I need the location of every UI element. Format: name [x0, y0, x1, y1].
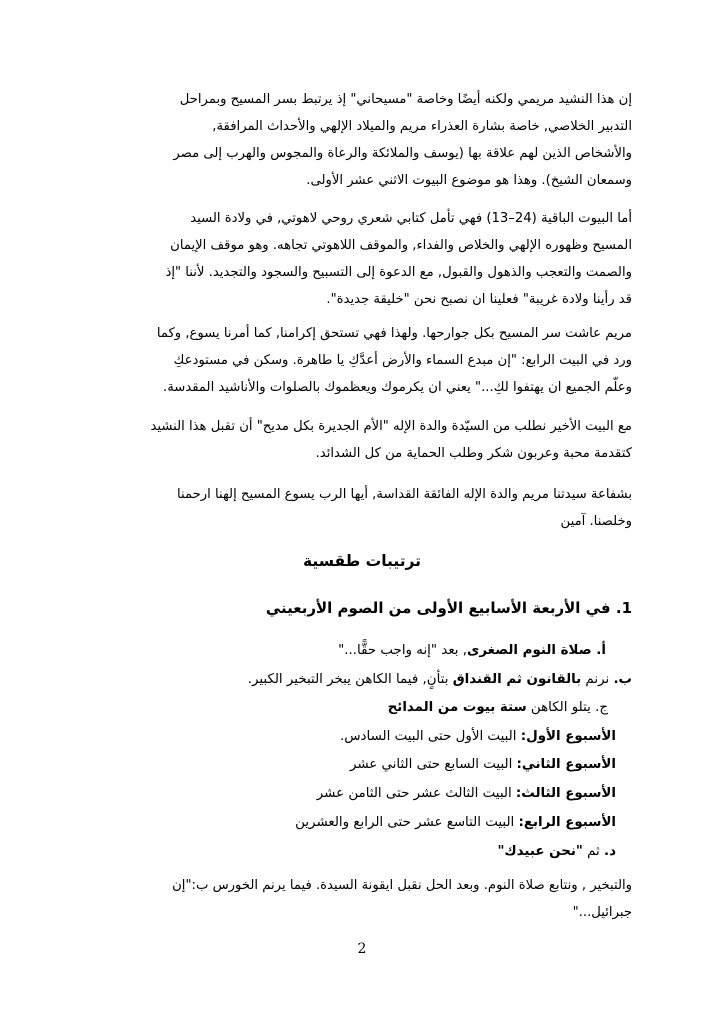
section-1-title: 1. في الأربعة الأسابيع الأولى من الصوم الأربعيني	[265, 599, 632, 617]
week-2-row	[350, 757, 616, 772]
paragraph-line: قد رأينا ولادة غريبة" فعلينا ان نصبح نحن "خليقة جديدة".	[326, 292, 632, 307]
paragraph-line: كتقدمة محبة وعربون شكر وطلب الحماية من كل الشدائد.	[315, 446, 632, 461]
item-b-marker: ب.	[613, 672, 632, 687]
item-b-bold: بالقانون ثم القنداق	[452, 672, 582, 687]
paragraph-line: التدبير الخلاصي, خاصة بشارة العذراء مريم والميلاد الإلهي والأحداث المرافقة,	[212, 119, 632, 134]
week-3-row	[317, 786, 616, 801]
paragraph-line: والصمت والتعجب والذهول والقبول, مع الدعوة إلى التسبيح والسجود والتجديد. لأننا "إذ	[165, 265, 632, 280]
paragraph-2	[92, 205, 632, 313]
item-d	[497, 844, 616, 859]
paragraph-line: وسمعان الشيخ). وهذا هو موضوع البيوت الاثني عشر الأولى.	[306, 173, 632, 188]
week-label: الأسبوع الرابع:	[518, 815, 616, 830]
item-b-text-2: بتأنٍ, فيما الكاهن يبخر التبخير الكبير.	[247, 672, 453, 687]
week-label: الأسبوع الأول:	[520, 729, 616, 744]
paragraph-1	[92, 86, 632, 194]
paragraph-line: مع البيت الأخير نطلب من السيّدة والدة الإله "الأم الجديرة بكل مديح" أن تقبل هذا النشيد	[150, 419, 632, 434]
item-b-text-1: نرنم	[581, 672, 614, 687]
item-a	[338, 643, 606, 658]
paragraph-4	[92, 413, 632, 467]
item-b	[248, 672, 632, 687]
item-a-label: أ. صلاة النوم الصغرى	[467, 643, 606, 658]
paragraph-line: والتبخير , ونتابع صلاة النوم. وبعد الحل نقبل ايقونة السيدة. فيما يرنم الخورس ب:"إن	[172, 878, 632, 893]
section-heading: ترتيبات طقسية	[303, 552, 421, 570]
page-number: 2	[357, 941, 367, 957]
week-1-row	[340, 729, 616, 744]
week-text: البيت التاسع عشر حتى الرابع والعشرين	[295, 815, 519, 830]
paragraph-5	[92, 481, 632, 535]
closing-paragraph	[92, 872, 632, 926]
week-text: البيت الثالث عشر حتى الثامن عشر	[316, 786, 516, 801]
week-text: البيت السابع حتى الثاني عشر	[349, 757, 517, 772]
item-c	[388, 700, 608, 715]
paragraph-line: أما البيوت الباقية (24–13) فهي تأمل كتابي شعري روحي لاهوتي, في ولادة السيد	[190, 211, 632, 226]
paragraph-line: وخلصنا. آمين	[560, 514, 632, 529]
item-c-bold: ستة بيوت من المدائح	[387, 700, 527, 715]
item-a-text: , بعد "إنه واجب حقًّا..."	[338, 643, 468, 658]
item-d-text: ثم	[582, 844, 605, 859]
paragraph-line: بشفاعة سيدتنا مريم والدة الإله الفائقة القداسة, أيها الرب يسوع المسيح إلهنا ارحمنا	[176, 487, 632, 502]
paragraph-line: إن هذا النشيد مريمي ولكنه أيضًا وخاصة "مسيحاني" إذ يرتبط بسر المسيح وبمراحل	[179, 92, 632, 107]
week-label: الأسبوع الثاني:	[516, 757, 616, 772]
paragraph-line: والأشخاص الذين لهم علاقة بها (يوسف والملائكة والرعاة والمجوس والهرب إلى مصر	[173, 146, 632, 161]
item-d-bold: "نحن عبيدك"	[497, 844, 583, 859]
week-label: الأسبوع الثالث:	[515, 786, 616, 801]
paragraph-3	[92, 320, 632, 401]
paragraph-line: ورد في البيت الرابع: "إن مبدع السماء والأرض أعدَّكِ يا طاهرة. وسكن في مستودعكِ	[173, 353, 632, 368]
item-d-marker: د.	[604, 844, 616, 859]
paragraph-line: جبرائيل..."	[572, 905, 632, 920]
item-c-text: ج. يتلو الكاهن	[526, 700, 608, 715]
week-text: البيت الأول حتى البيت السادس.	[339, 729, 521, 744]
paragraph-line: وعلّم الجميع ان يهتفوا لكِ..." يعني ان يكرموك ويعظموك بالصلوات والأناشيد المقدسة.	[163, 380, 632, 395]
paragraph-line: مريم عاشت سر المسيح بكل جوارحها. ولهذا فهي تستحق إكرامنا, كما أمرنا يسوع, وكما	[156, 326, 632, 341]
week-4-row	[295, 815, 616, 830]
paragraph-line: المسيح وظهوره الإلهي والخلاص والفداء, والموقف اللاهوتي تجاهه. وهو موقف الإيمان	[170, 238, 632, 253]
